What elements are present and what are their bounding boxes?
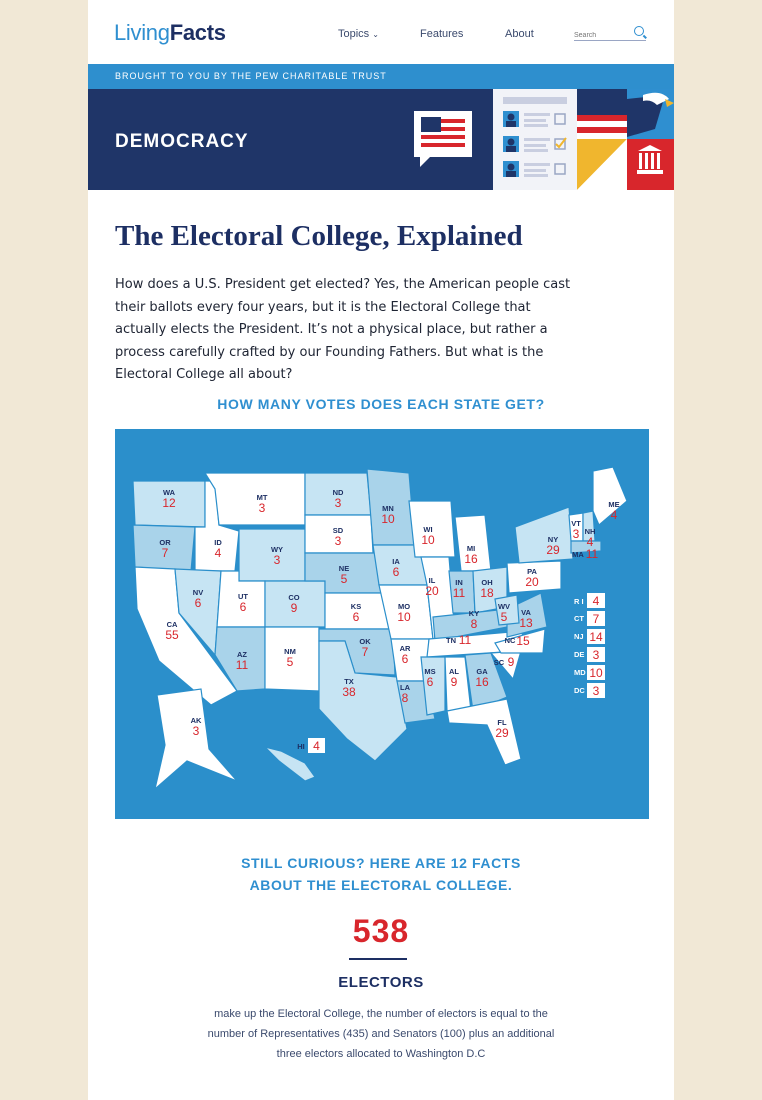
search-icon[interactable] bbox=[634, 26, 644, 36]
state-label-ks: KS bbox=[350, 602, 362, 611]
state-hi bbox=[265, 747, 315, 781]
banner-title: DEMOCRACY bbox=[115, 131, 249, 152]
state-label-ar: AR bbox=[399, 644, 411, 653]
state-votes-wa: 12 bbox=[162, 496, 176, 510]
state-shapes bbox=[133, 467, 627, 789]
state-votes-sd: 3 bbox=[334, 534, 342, 548]
state-label-mi: MI bbox=[466, 544, 476, 553]
state-label-al: AL bbox=[449, 667, 459, 676]
state-label-mo: MO bbox=[397, 602, 411, 611]
state-votes-az: 11 bbox=[235, 658, 249, 672]
state-votes-ut: 6 bbox=[239, 600, 247, 614]
small-state-label-de: DE bbox=[574, 650, 585, 659]
state-label-ok: OK bbox=[359, 637, 371, 646]
state-label-hi: HI bbox=[297, 742, 305, 751]
state-votes-tx: 38 bbox=[342, 685, 356, 699]
state-ny bbox=[515, 507, 573, 563]
state-votes-ia: 6 bbox=[392, 565, 400, 579]
state-label-id: ID bbox=[214, 538, 222, 547]
fact-divider bbox=[349, 958, 407, 960]
map-title: HOW MANY VOTES DOES EACH STATE GET? bbox=[217, 396, 545, 412]
state-votes-co: 9 bbox=[290, 601, 298, 615]
state-mt bbox=[205, 473, 305, 525]
state-label-nm: NM bbox=[284, 647, 296, 656]
state-votes-ne: 5 bbox=[340, 572, 348, 586]
state-label-ky: KY bbox=[468, 609, 480, 618]
state-label-nv: NV bbox=[192, 588, 204, 597]
state-votes-wi: 10 bbox=[421, 533, 435, 547]
topic-banner bbox=[88, 89, 674, 190]
state-label-tx: TX bbox=[344, 677, 354, 686]
state-votes-ms: 6 bbox=[426, 675, 434, 689]
state-votes-in: 11 bbox=[452, 586, 466, 600]
nav-topics[interactable] bbox=[338, 28, 379, 40]
state-votes-mi: 16 bbox=[464, 552, 478, 566]
state-votes-ks: 6 bbox=[352, 610, 360, 624]
ballot-illustration bbox=[493, 89, 577, 190]
state-votes-nm: 5 bbox=[286, 655, 294, 669]
site-header bbox=[88, 0, 674, 64]
state-wy bbox=[239, 529, 305, 581]
state-label-me: ME bbox=[608, 500, 620, 509]
state-votes-al: 9 bbox=[450, 675, 458, 689]
small-state-votes-md: 10 bbox=[589, 666, 603, 680]
state-label-ut: UT bbox=[238, 592, 248, 601]
facts-heading-line1: STILL CURIOUS? HERE ARE 12 FACTS bbox=[241, 855, 521, 871]
state-label-co: CO bbox=[288, 593, 300, 602]
state-label-wa: WA bbox=[162, 488, 176, 497]
state-votes-la: 8 bbox=[401, 691, 409, 705]
article-title: The Electoral College, Explained bbox=[115, 220, 523, 252]
small-state-label-md: MD bbox=[574, 668, 586, 677]
state-votes-nc: 15 bbox=[516, 634, 530, 648]
state-votes-nh: 4 bbox=[586, 535, 594, 549]
intro-paragraph: How does a U.S. President get elected? Yes, the American people cast their ballots every four years, but it is the Electoral College that actually elects the President. It’s not a physical place, but rather a process carefully crafted by our Founding Fathers. But what is the Electoral College all about? bbox=[115, 277, 571, 382]
state-votes-ok: 7 bbox=[361, 645, 369, 659]
state-votes-or: 7 bbox=[161, 546, 169, 560]
state-votes-vt: 3 bbox=[572, 527, 580, 541]
state-votes-ma: 11 bbox=[585, 547, 599, 561]
state-votes-id: 4 bbox=[214, 546, 222, 560]
state-label-wv: WV bbox=[497, 602, 511, 611]
facts-heading bbox=[88, 852, 674, 896]
state-label-ne: NE bbox=[338, 564, 350, 573]
small-state-label-dc: DC bbox=[574, 686, 585, 695]
fact-description: make up the Electoral College, the number of electors is equal to the number of Representatives (435) and Senators (100) plus an additional three electors allocated to Washington D.C bbox=[207, 1008, 555, 1060]
us-map-svg bbox=[115, 429, 649, 819]
state-votes-tn: 11 bbox=[458, 633, 472, 647]
state-label-in: IN bbox=[455, 578, 463, 587]
state-label-vt: VT bbox=[571, 519, 581, 528]
state-label-mn: MN bbox=[382, 504, 394, 513]
nav-topics-label: Topics bbox=[338, 28, 370, 40]
sponsor-strip: BROUGHT TO YOU BY THE PEW CHARITABLE TRUST bbox=[88, 64, 674, 89]
fact-label: ELECTORS bbox=[338, 974, 424, 991]
state-votes-mn: 10 bbox=[381, 512, 395, 526]
state-label-wy: WY bbox=[270, 545, 284, 554]
search-box bbox=[574, 24, 646, 41]
small-state-votes-ct: 7 bbox=[592, 612, 600, 626]
nav-features[interactable]: Features bbox=[420, 28, 464, 40]
eagle-capitol-illustration bbox=[577, 89, 674, 190]
state-label-fl: FL bbox=[497, 718, 507, 727]
state-ak bbox=[155, 689, 237, 789]
state-label-la: LA bbox=[400, 683, 410, 692]
small-state-votes-ri: 4 bbox=[592, 594, 600, 608]
state-label-ga: GA bbox=[476, 667, 488, 676]
state-votes-ak: 3 bbox=[192, 724, 200, 738]
state-label-ny: NY bbox=[547, 535, 559, 544]
state-label-ia: IA bbox=[392, 557, 400, 566]
state-label-ca: CA bbox=[166, 620, 178, 629]
state-votes-sc: 9 bbox=[507, 655, 515, 669]
state-votes-me: 4 bbox=[610, 508, 618, 522]
state-label-sd: SD bbox=[332, 526, 344, 535]
state-label-il: IL bbox=[428, 576, 436, 585]
small-state-label-ct: CT bbox=[574, 614, 584, 623]
state-label-nc: NC bbox=[504, 636, 516, 645]
small-state-label-ri: R I bbox=[574, 597, 584, 606]
state-label-pa: PA bbox=[527, 567, 537, 576]
state-label-va: VA bbox=[521, 608, 531, 617]
state-votes-fl: 29 bbox=[495, 726, 509, 740]
facts-heading-line2: ABOUT THE ELECTORAL COLLEGE. bbox=[249, 877, 513, 893]
state-votes-nd: 3 bbox=[334, 496, 342, 510]
state-fl bbox=[447, 699, 521, 765]
flag-speech-bubble-icon bbox=[414, 111, 472, 157]
state-votes-pa: 20 bbox=[525, 575, 539, 589]
state-votes-ar: 6 bbox=[401, 652, 409, 666]
state-votes-mt: 3 bbox=[258, 501, 266, 515]
living-facts-logo[interactable] bbox=[114, 20, 226, 46]
state-votes-ga: 16 bbox=[475, 675, 489, 689]
state-votes-wy: 3 bbox=[273, 553, 281, 567]
state-votes-ky: 8 bbox=[470, 617, 478, 631]
state-label-sc: SC bbox=[493, 658, 505, 667]
state-label-wi: WI bbox=[423, 525, 433, 534]
logo-living: Living bbox=[114, 20, 170, 45]
state-label-nh: NH bbox=[584, 527, 596, 536]
state-label-tn: TN bbox=[446, 636, 456, 645]
state-votes-oh: 18 bbox=[480, 586, 494, 600]
state-votes-il: 20 bbox=[425, 584, 439, 598]
state-votes-mo: 10 bbox=[397, 610, 411, 624]
state-label-ma: MA bbox=[572, 550, 584, 559]
state-label-oh: OH bbox=[481, 578, 493, 587]
fact-number: 538 bbox=[352, 913, 410, 949]
nav-about[interactable]: About bbox=[505, 28, 534, 40]
electoral-map bbox=[115, 429, 649, 819]
small-state-votes-nj: 14 bbox=[589, 630, 603, 644]
page bbox=[88, 0, 674, 1100]
state-votes-va: 13 bbox=[519, 616, 533, 630]
state-label-ms: MS bbox=[424, 667, 436, 676]
state-votes-wv: 5 bbox=[500, 610, 508, 624]
small-state-votes-dc: 3 bbox=[592, 684, 600, 698]
search-input[interactable] bbox=[574, 32, 630, 39]
chevron-down-icon: ⌄ bbox=[372, 30, 379, 39]
state-votes-ny: 29 bbox=[546, 543, 560, 557]
logo-facts: Facts bbox=[169, 20, 226, 45]
state-label-mt: MT bbox=[256, 493, 268, 502]
small-state-votes-de: 3 bbox=[592, 648, 600, 662]
state-label-az: AZ bbox=[237, 650, 247, 659]
state-votes-hi: 4 bbox=[313, 739, 320, 753]
state-label-nd: ND bbox=[332, 488, 344, 497]
state-label-or: OR bbox=[159, 538, 171, 547]
small-states-legend bbox=[574, 593, 605, 698]
small-state-label-nj: NJ bbox=[574, 632, 584, 641]
state-label-ak: AK bbox=[190, 716, 202, 725]
state-votes-nv: 6 bbox=[194, 596, 202, 610]
state-votes-ca: 55 bbox=[165, 628, 179, 642]
